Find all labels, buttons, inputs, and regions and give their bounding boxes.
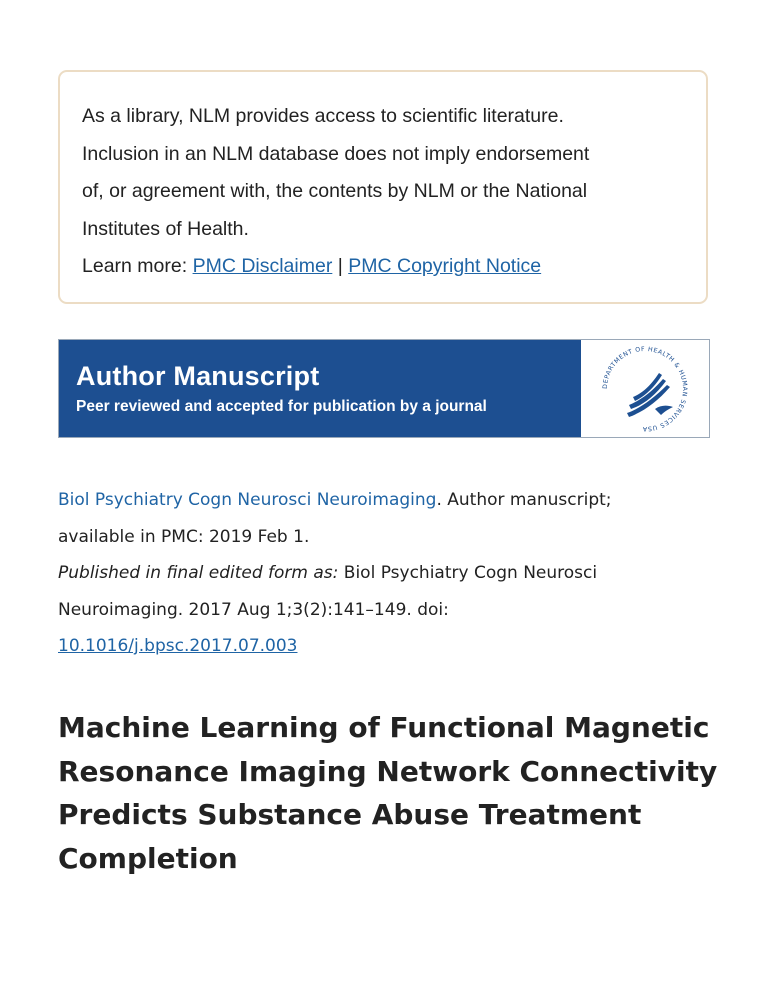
notice-line-1: As a library, NLM provides access to scientific literature. (82, 105, 564, 127)
doi-line (58, 628, 708, 665)
availability: available in PMC: 2019 Feb 1. (58, 526, 310, 547)
published-label: Published in final edited form as: (58, 563, 339, 583)
citation-block (58, 482, 708, 665)
notice-line-3: of, or agreement with, the contents by NLM or the National (82, 180, 588, 202)
library-notice (58, 70, 708, 304)
notice-line-4: Institutes of Health. (82, 217, 249, 240)
svg-text:DEPARTMENT OF HEALTH & HUMAN S (602, 345, 688, 431)
published-journal: Biol Psychiatry Cogn Neurosci (338, 563, 598, 583)
doi-link[interactable]: 10.1016/j.bpsc.2017.07.003 (58, 636, 298, 656)
learn-more-label: Learn more: (82, 255, 193, 277)
learn-more-line (82, 248, 684, 285)
eagle-icon (627, 373, 673, 417)
author-manuscript-banner (58, 339, 710, 438)
pmc-disclaimer-link[interactable]: PMC Disclaimer (192, 255, 333, 277)
hhs-seal-icon (599, 343, 691, 435)
citation-line-1 (58, 482, 708, 519)
banner-text-panel (59, 340, 581, 437)
banner-title: Author Manuscript (76, 361, 320, 391)
notice-line-2: Inclusion in an NLM database does not imply endorsement (82, 142, 590, 165)
journal-link[interactable]: Biol Psychiatry Cogn Neurosci Neuroimaging (58, 490, 437, 510)
published-details: Neuroimaging. 2017 Aug 1;3(2):141–149. doi: (58, 599, 449, 620)
manuscript-status: . Author manuscript; (436, 490, 612, 510)
banner-logo-panel (581, 340, 709, 437)
citation-line-3 (58, 555, 708, 592)
article-title: Machine Learning of Functional Magnetic Resonance Imaging Network Connectivity Predicts Substance Abuse Treatment Completion (58, 711, 718, 875)
link-separator: | (332, 255, 349, 277)
pmc-copyright-link[interactable]: PMC Copyright Notice (348, 255, 542, 277)
seal-text: DEPARTMENT OF HEALTH & HUMAN SERVICES USA (601, 345, 689, 432)
banner-subtitle: Peer reviewed and accepted for publication by a journal (76, 398, 487, 415)
